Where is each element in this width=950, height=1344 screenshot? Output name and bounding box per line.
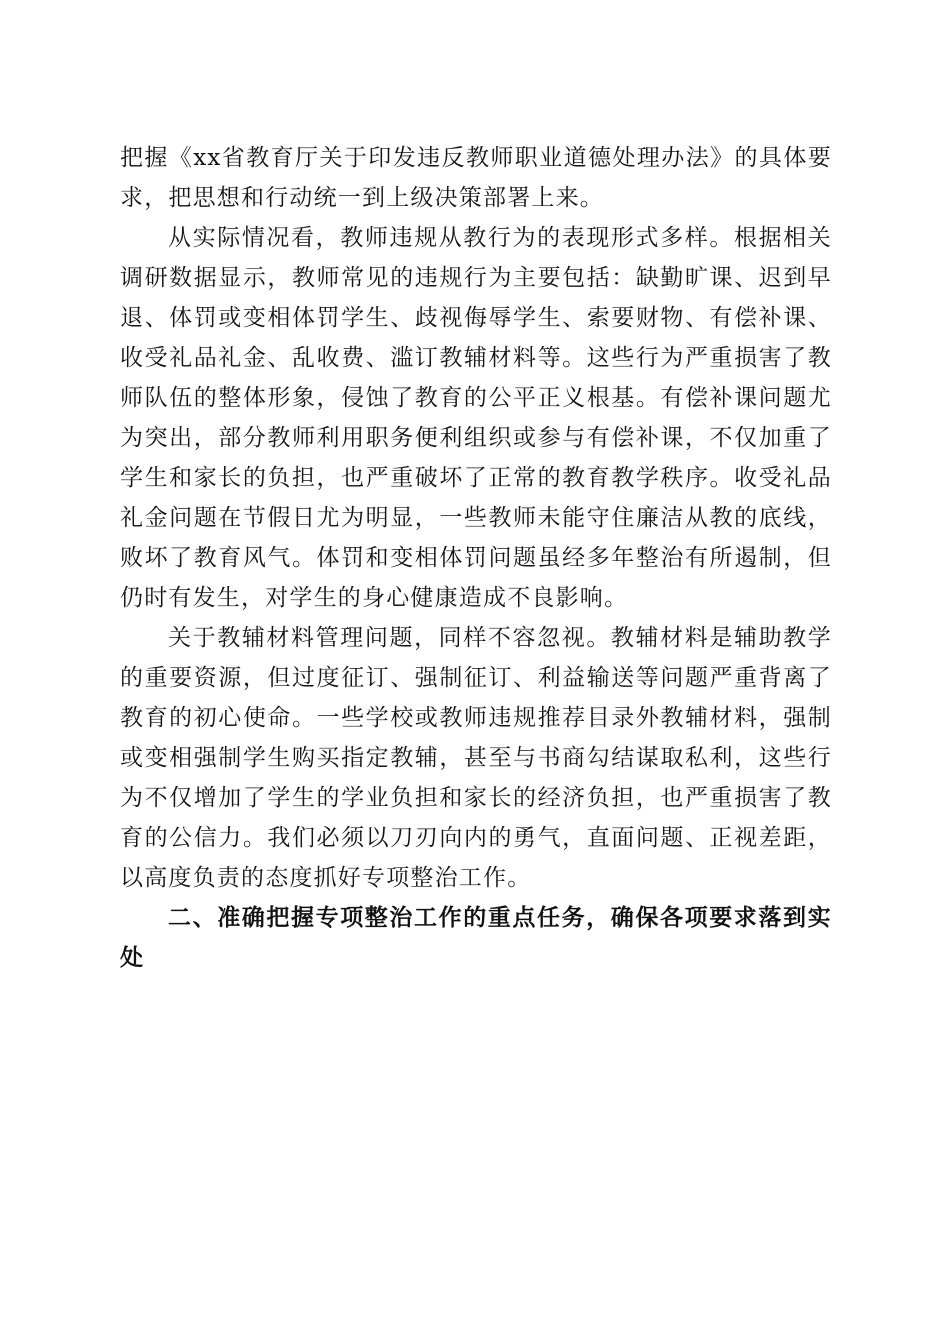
- paragraph-violation-forms: 从实际情况看，教师违规从教行为的表现形式多样。根据相关调研数据显示，教师常见的违规行为主要包括：缺勤旷课、迟到早退、体罚或变相体罚学生、歧视侮辱学生、索要财物、有偿补课、收受礼品礼金、乱收费、滥订教辅材料等。这些行为严重损害了教师队伍的整体形象，侵蚀了教育的公平正义根基。有偿补课问题尤为突出，部分教师利用职务便利组织或参与有偿补课，不仅加重了学生和家长的负担，也严重破坏了正常的教育教学秩序。收受礼品礼金问题在节假日尤为明显，一些教师未能守住廉洁从教的底线，败坏了教育风气。体罚和变相体罚问题虽经多年整治有所遏制，但仍时有发生，对学生的身心健康造成不良影响。: [120, 225, 832, 611]
- paragraph-teaching-materials: 关于教辅材料管理问题，同样不容忽视。教辅材料是辅助教学的重要资源，但过度征订、强制征订、利益输送等问题严重背离了教育的初心使命。一些学校或教师违规推荐目录外教辅材料，强制或变相强制学生购买指定教辅，甚至与书商勾结谋取私利，这些行为不仅增加了学生的学业负担和家长的经济负担，也严重损害了教育的公信力。我们必须以刀刃向内的勇气，直面问题、正视差距，以高度负责的态度抓好专项整治工作。: [120, 625, 832, 891]
- section-heading: 二、准确把握专项整治工作的重点任务，确保各项要求落到实处: [120, 905, 832, 971]
- document-body: [120, 138, 832, 978]
- paragraph-continuation: 把握《xx省教育厅关于印发违反教师职业道德处理办法》的具体要求，把思想和行动统一到上级决策部署上来。: [120, 145, 832, 211]
